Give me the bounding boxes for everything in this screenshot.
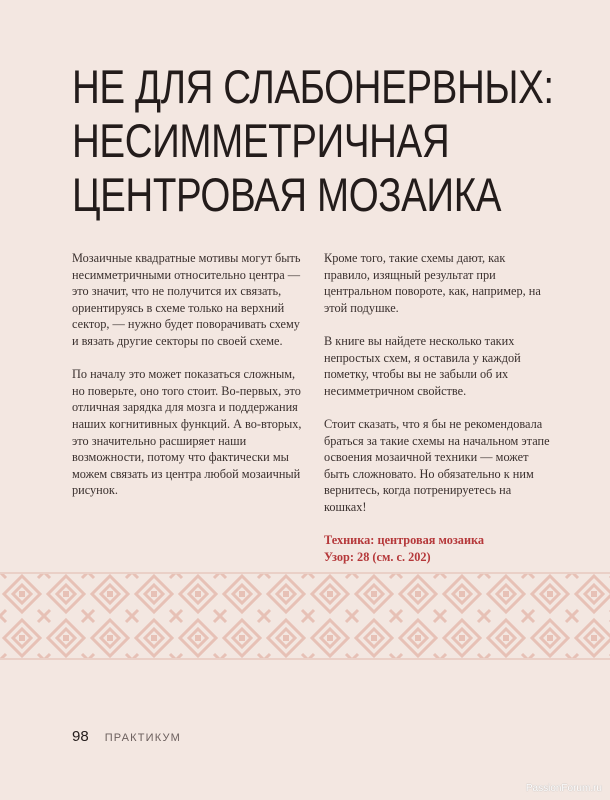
title-line-3: ЦЕНТРОВАЯ МОЗАИКА (72, 168, 502, 221)
watermark: PassionForum.ru (525, 783, 602, 794)
title-line-2: НЕСИММЕТРИЧНАЯ (72, 114, 450, 167)
page-title (72, 60, 554, 222)
decorative-ornament-band (0, 572, 610, 660)
left-paragraph-2: По началу это может показаться сложным, но поверьте, оно того стоит. Во-первых, это отличная зарядка для мозга и поддержания наших когнитивных функций. А во-вторых, это значительно расширяет наши возможности, потому что фактически мы можем связать из центра любой мозаичный рисунок. (72, 367, 302, 498)
title-line-1: НЕ ДЛЯ СЛАБОНЕРВНЫХ: (72, 60, 554, 113)
right-column (324, 250, 552, 565)
left-column (72, 250, 304, 516)
left-paragraph-1: Мозаичные квадратные мотивы могут быть несимметричными относительно центра — это значит, что не получится их связать, ориентируясь в схеме только на верхний сектор, — нужно будет поворачивать схему и вязать другие секторы по своей схеме. (72, 251, 301, 348)
right-paragraph-3: Стоит сказать, что я бы не рекомендовала браться за такие схемы на начальном этапе освоения мозаичной техники — может быть сложновато. Но обязательно к ним вернитесь, когда потренируетесь на кошках! (324, 416, 550, 514)
page-number: 98 (72, 728, 89, 745)
right-paragraph-1: Кроме того, такие схемы дают, как правило, изящный результат при центральном повороте, как, например, на этой подушке. (324, 251, 541, 315)
page-footer (72, 728, 181, 745)
pattern-label: Узор: 28 (см. с. 202) (324, 549, 431, 564)
technique-label: Техника: центровая мозаика (324, 533, 485, 548)
right-paragraph-2: В книге вы найдете несколько таких непростых схем, я оставила у каждой пометку, чтобы вы не забыли об их несимметричном свойстве. (324, 333, 521, 398)
section-name: ПРАКТИКУМ (104, 732, 182, 744)
